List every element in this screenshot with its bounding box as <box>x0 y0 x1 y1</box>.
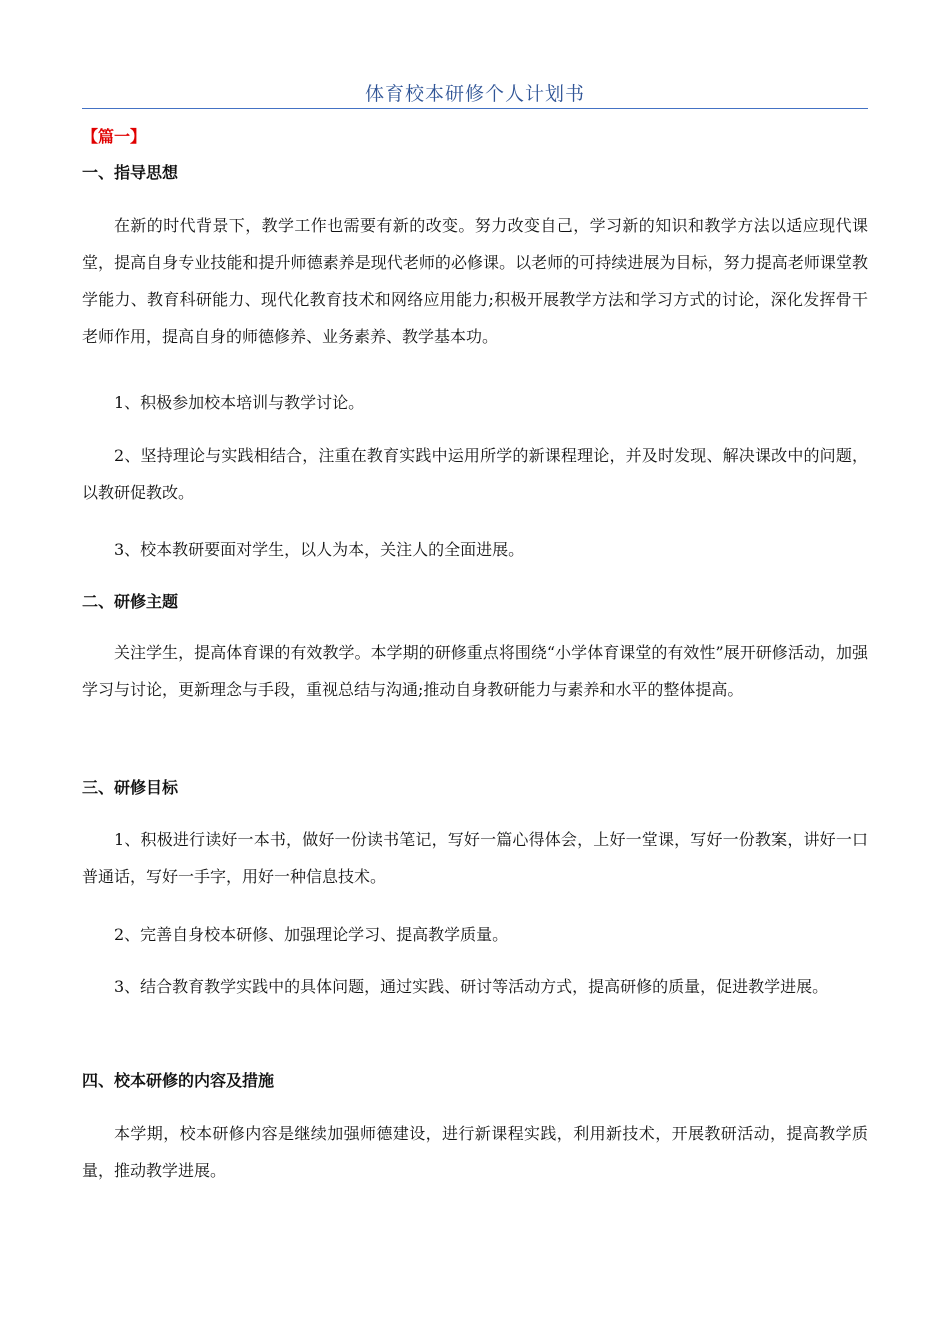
paragraph: 关注学生，提高体育课的有效教学。本学期的研修重点将围绕“小学体育课堂的有效性”展开研修活动，加强学习与讨论，更新理念与手段，重视总结与沟通;推动自身教研能力与素养和水平的整体提高。 <box>82 643 868 699</box>
section-heading-research-theme: 二、研修主题 <box>82 592 179 611</box>
part-label: 【篇一】 <box>82 127 147 146</box>
paragraph: 1、积极参加校本培训与教学讨论。 <box>114 393 365 412</box>
paragraph: 在新的时代背景下，教学工作也需要有新的改变。努力改变自己，学习新的知识和教学方法以适应现代课堂，提高自身专业技能和提升师德素养是现代老师的必修课。以老师的可持续进展为目标，努力提高老师课堂教学能力、教育科研能力、现代化教育技术和网络应用能力;积极开展教学方法和学习方式的讨论，深化发挥骨干老师作用，提高自身的师德修养、业务素养、教学基本功。 <box>82 216 868 346</box>
paragraph: 3、校本教研要面对学生，以人为本，关注人的全面进展。 <box>114 540 525 559</box>
section-heading-research-goals: 三、研修目标 <box>82 778 179 797</box>
document-title: 体育校本研修个人计划书 <box>364 83 585 105</box>
paragraph: 2、坚持理论与实践相结合，注重在教育实践中运用所学的新课程理论，并及时发现、解决课改中的问题，以教研促教改。 <box>82 446 868 502</box>
paragraph: 1、积极进行读好一本书，做好一份读书笔记，写好一篇心得体会，上好一堂课，写好一份教案，讲好一口普通话，写好一手字，用好一种信息技术。 <box>82 830 868 886</box>
section-heading-guiding-ideology: 一、指导思想 <box>82 163 179 182</box>
title-underline <box>82 108 868 109</box>
section-heading-content-and-measures: 四、校本研修的内容及措施 <box>82 1071 275 1090</box>
paragraph: 2、完善自身校本研修、加强理论学习、提高教学质量。 <box>114 925 509 944</box>
paragraph: 本学期，校本研修内容是继续加强师德建设，进行新课程实践，利用新技术，开展教研活动，提高教学质量，推动教学进展。 <box>82 1124 868 1180</box>
paragraph: 3、结合教育教学实践中的具体问题，通过实践、研讨等活动方式，提高研修的质量，促进教学进展。 <box>114 977 829 996</box>
